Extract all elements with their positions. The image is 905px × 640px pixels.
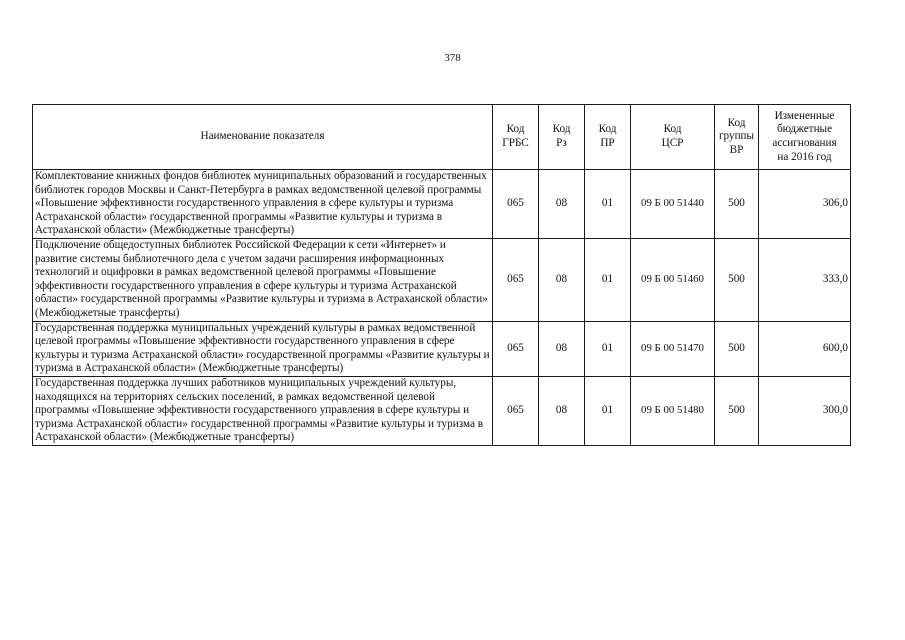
row-pr: 01: [585, 238, 631, 321]
row-grbs: 065: [493, 321, 539, 376]
row-rz: 08: [539, 376, 585, 445]
budget-table: [32, 104, 851, 446]
page-number: 378: [444, 52, 461, 64]
header-csr: Код ЦСР: [631, 105, 715, 170]
row-amount: 306,0: [759, 170, 851, 239]
row-grbs: 065: [493, 170, 539, 239]
row-rz: 08: [539, 321, 585, 376]
row-name: Государственная поддержка лучших работников муниципальных учреждений культуры, находящихся на территориях сельских поселений, в рамках ведомственной целевой программы «Повышение эффективности государственного управления в сфере культуры и туризма Астраханской области» государственной программы «Развитие культуры и туризма в Астраханской области» (Межбюджетные трансферты): [33, 376, 493, 445]
row-name: Государственная поддержка муниципальных учреждений культуры в рамках ведомственной целевой программы «Повышение эффективности государственного управления в сфере культуры и туризма Астраханской области» государственной программы «Развитие культуры и туризма в Астраханской области» (Межбюджетные трансферты): [33, 321, 493, 376]
row-csr: 09 Б 00 51470: [631, 321, 715, 376]
header-amount: Измененные бюджетные ассигнования на 2016 год: [759, 105, 851, 170]
row-grbs: 065: [493, 238, 539, 321]
row-rz: 08: [539, 170, 585, 239]
row-amount: 600,0: [759, 321, 851, 376]
row-name: Подключение общедоступных библиотек Российской Федерации к сети «Интернет» и развитие системы библиотечного дела с учетом задачи расширения информационных технологий и оцифровки в рамках ведомственной целевой программы «Повышение эффективности государственного управления в сфере культуры и туризма Астраханской области» государственной программы «Развитие культуры и туризма в Астраханской области» (Межбюджетные трансферты): [33, 238, 493, 321]
row-vr: 500: [715, 170, 759, 239]
header-name: Наименование показателя: [33, 105, 493, 170]
row-vr: 500: [715, 238, 759, 321]
row-pr: 01: [585, 376, 631, 445]
row-vr: 500: [715, 376, 759, 445]
row-grbs: 065: [493, 376, 539, 445]
row-amount: 300,0: [759, 376, 851, 445]
header-vr: Код группы ВР: [715, 105, 759, 170]
row-csr: 09 Б 00 51480: [631, 376, 715, 445]
row-csr: 09 Б 00 51440: [631, 170, 715, 239]
row-rz: 08: [539, 238, 585, 321]
table-row: [33, 376, 851, 445]
row-name: Комплектование книжных фондов библиотек муниципальных образований и государственных библиотек городов Москвы и Санкт-Петербурга в рамках ведомственной целевой программы «Повышение эффективности государственного управления в сфере культуры и туризма Астраханской области» государственной программы «Развитие культуры и туризма в Астраханской области» (Межбюджетные трансферты): [33, 170, 493, 239]
row-csr: 09 Б 00 51460: [631, 238, 715, 321]
row-amount: 333,0: [759, 238, 851, 321]
table-row: [33, 321, 851, 376]
row-pr: 01: [585, 170, 631, 239]
header-pr: Код ПР: [585, 105, 631, 170]
row-pr: 01: [585, 321, 631, 376]
table-row: [33, 238, 851, 321]
row-vr: 500: [715, 321, 759, 376]
header-row: [33, 105, 851, 170]
header-grbs: Код ГРБС: [493, 105, 539, 170]
table-row: [33, 170, 851, 239]
header-rz: Код Рз: [539, 105, 585, 170]
